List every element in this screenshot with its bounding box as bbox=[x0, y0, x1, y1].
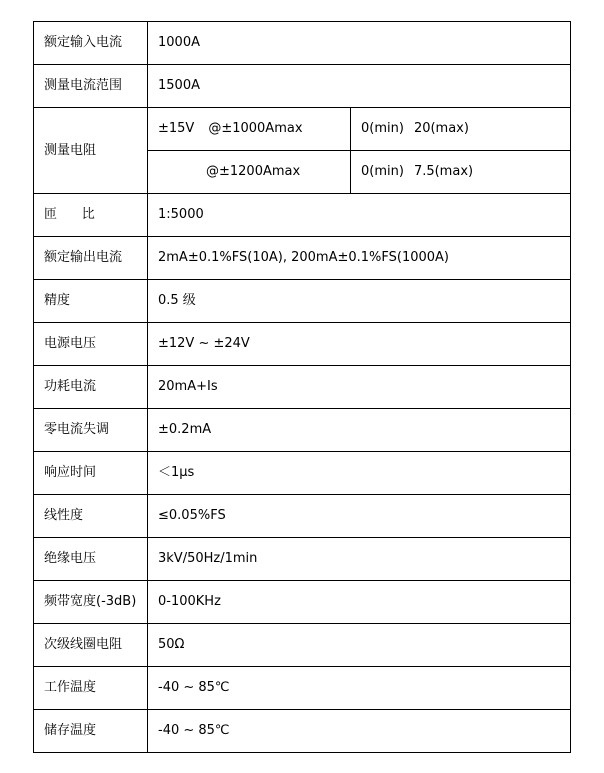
table-row bbox=[34, 538, 571, 581]
table-row bbox=[34, 667, 571, 710]
row-label: 精度 bbox=[34, 280, 148, 323]
resistance-min: 0(min) bbox=[361, 121, 404, 136]
row-label: 储存温度 bbox=[34, 710, 148, 753]
voltage-condition: ±15V bbox=[158, 121, 195, 136]
row-value: ≤0.05%FS bbox=[148, 495, 571, 538]
row-value: 0.5 级 bbox=[148, 280, 571, 323]
resistance-condition-cell bbox=[148, 151, 351, 194]
table-row bbox=[34, 452, 571, 495]
table-row bbox=[34, 65, 571, 108]
table-row bbox=[34, 323, 571, 366]
resistance-max: 20(max) bbox=[413, 121, 469, 136]
row-label: 零电流失调 bbox=[34, 409, 148, 452]
row-value: 2mA±0.1%FS(10A), 200mA±0.1%FS(1000A) bbox=[148, 237, 571, 280]
row-value: ±0.2mA bbox=[148, 409, 571, 452]
table-row bbox=[34, 495, 571, 538]
current-condition: @±1200Amax bbox=[206, 164, 301, 179]
spec-table bbox=[33, 21, 571, 753]
row-label: 次级线圈电阻 bbox=[34, 624, 148, 667]
table-row bbox=[34, 237, 571, 280]
row-value: 1:5000 bbox=[148, 194, 571, 237]
table-row bbox=[34, 22, 571, 65]
table-row bbox=[34, 194, 571, 237]
row-label: 测量电阻 bbox=[34, 108, 148, 194]
table-row bbox=[34, 624, 571, 667]
row-value: 50Ω bbox=[148, 624, 571, 667]
row-value: ±12V ~ ±24V bbox=[148, 323, 571, 366]
row-label: 测量电流范围 bbox=[34, 65, 148, 108]
row-label: 工作温度 bbox=[34, 667, 148, 710]
row-value: 1000A bbox=[148, 22, 571, 65]
resistance-range-cell bbox=[351, 151, 571, 194]
row-label: 频带宽度(-3dB) bbox=[34, 581, 148, 624]
row-value: ＜1μs bbox=[148, 452, 571, 495]
row-value: 1500A bbox=[148, 65, 571, 108]
row-label: 线性度 bbox=[34, 495, 148, 538]
row-value: -40 ~ 85℃ bbox=[148, 710, 571, 753]
row-label: 匝 比 bbox=[34, 194, 148, 237]
table-row bbox=[34, 710, 571, 753]
resistance-min: 0(min) bbox=[361, 164, 404, 179]
resistance-condition-cell bbox=[148, 108, 351, 151]
resistance-max: 7.5(max) bbox=[413, 164, 474, 179]
row-label: 绝缘电压 bbox=[34, 538, 148, 581]
row-label: 功耗电流 bbox=[34, 366, 148, 409]
row-label: 电源电压 bbox=[34, 323, 148, 366]
row-value: 3kV/50Hz/1min bbox=[148, 538, 571, 581]
row-label: 响应时间 bbox=[34, 452, 148, 495]
table-row bbox=[34, 581, 571, 624]
row-label: 额定输出电流 bbox=[34, 237, 148, 280]
table-row bbox=[34, 366, 571, 409]
row-value: 20mA+Is bbox=[148, 366, 571, 409]
row-value: -40 ~ 85℃ bbox=[148, 667, 571, 710]
table-row bbox=[34, 409, 571, 452]
table-row bbox=[34, 280, 571, 323]
current-condition: @±1000Amax bbox=[208, 121, 303, 136]
table-row bbox=[34, 108, 571, 151]
resistance-range-cell bbox=[351, 108, 571, 151]
row-value: 0-100KHz bbox=[148, 581, 571, 624]
row-label: 额定输入电流 bbox=[34, 22, 148, 65]
